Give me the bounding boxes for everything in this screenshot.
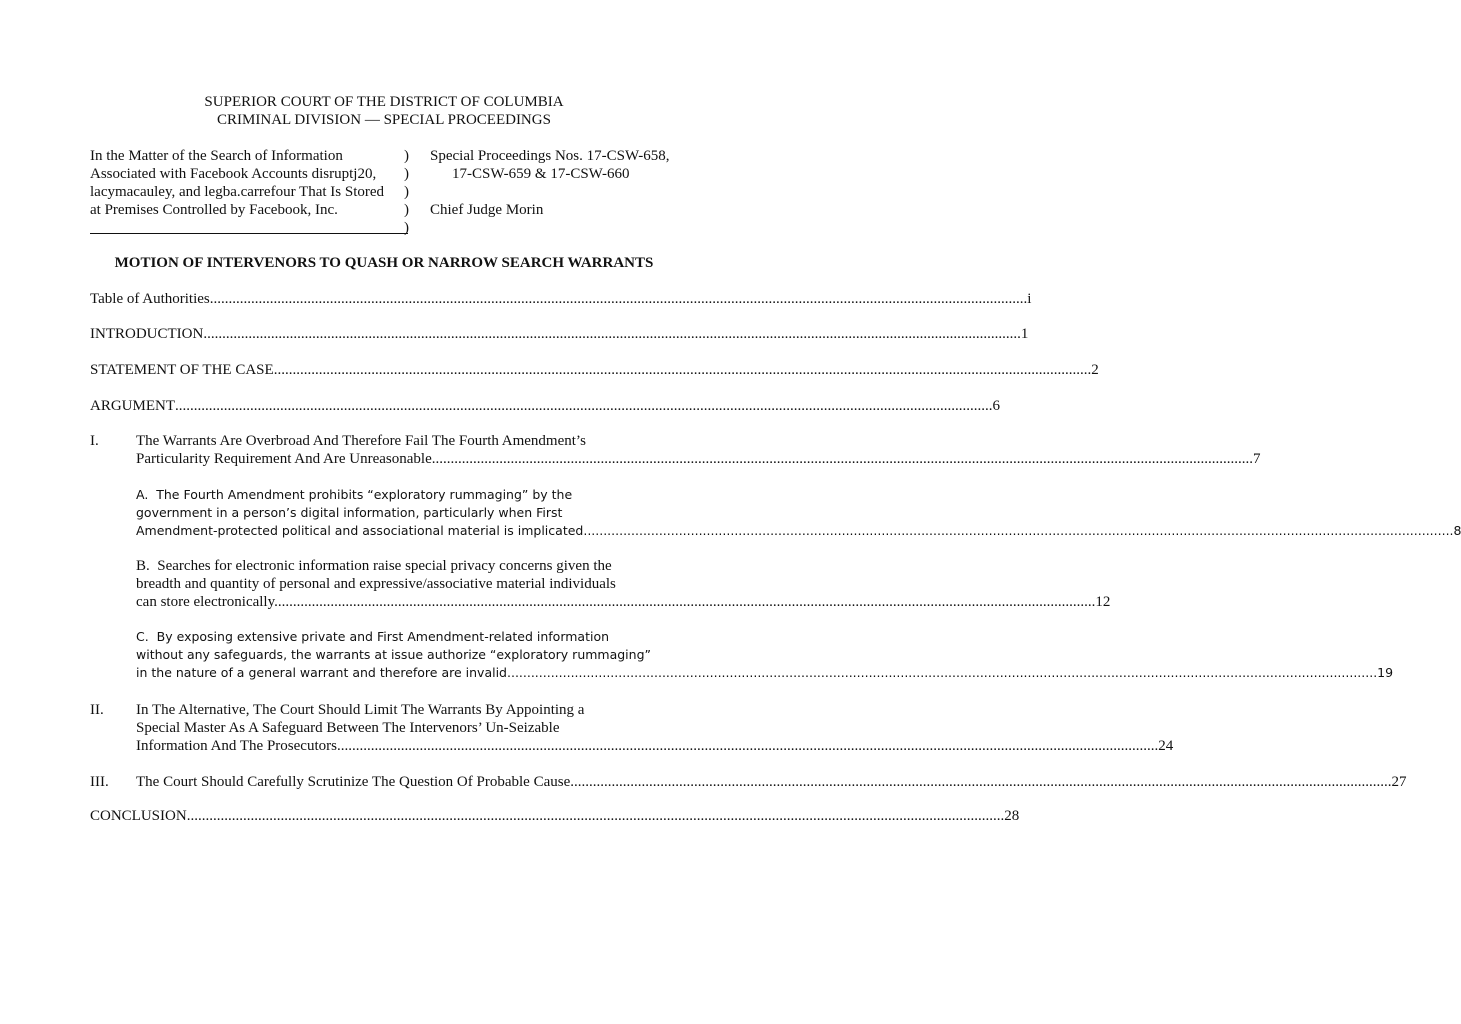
toc-entry-number: II. [90, 702, 104, 718]
caption-paren: ) [404, 184, 409, 200]
caption-matter [90, 147, 410, 219]
toc-page-number: 27 [1391, 774, 1407, 790]
proceedings-numbers-cont: 17-CSW-659 & 17-CSW-660 [452, 166, 630, 182]
toc-dot-leader: .......................................................................................................................................................................................................................... [510, 665, 1378, 680]
toc-entry [136, 628, 1394, 682]
court-name: SUPERIOR COURT OF THE DISTRICT OF COLUMBIA [204, 94, 564, 110]
toc-entry [136, 557, 1111, 611]
toc-entry-lastline [90, 325, 1029, 343]
presiding-judge: Chief Judge Morin [430, 202, 544, 218]
toc-entry-title: The Court Should Carefully Scrutinize The Question Of Probable Cause. [136, 774, 574, 790]
toc-entry [90, 807, 1020, 825]
toc-dot-leader: .......................................................................................................................................................................................................................... [573, 774, 1392, 790]
toc-entry-lastline [90, 361, 1099, 379]
caption-paren: ) [404, 148, 409, 164]
caption-matter-line: at Premises Controlled by Facebook, Inc. [90, 202, 338, 218]
toc-entry-line: In The Alternative, The Court Should Limit The Warrants By Appointing a [136, 702, 585, 718]
court-division: CRIMINAL DIVISION — SPECIAL PROCEEDINGS [217, 112, 551, 128]
caption-rule [90, 233, 408, 234]
caption-matter-line: lacymacauley, and legba.carrefour That Is Stored [90, 184, 385, 200]
caption-matter-line: In the Matter of the Search of Information [90, 148, 343, 164]
toc-entry-lastline [136, 593, 1111, 611]
toc-dot-leader: .......................................................................................................................................................................................................................... [587, 523, 1454, 538]
toc-dot-leader: .......................................................................................................................................................................................................................... [277, 594, 1096, 610]
toc-dot-leader: .......................................................................................................................................................................................................................... [340, 738, 1159, 754]
toc-entry-title: Table of Authorities [90, 291, 210, 307]
toc-dot-leader: .......................................................................................................................................................................................................................... [209, 291, 1028, 307]
toc-entry-lastline [90, 290, 1032, 308]
caption-paren: ) [404, 220, 409, 236]
toc-dot-leader: .......................................................................................................................................................................................................................... [186, 808, 1005, 824]
toc-entry-lastline [136, 737, 1174, 755]
toc-page-number: 8 [1453, 523, 1461, 538]
toc-page-number: 24 [1158, 738, 1174, 754]
caption-matter-line: Associated with Facebook Accounts disruptj20, [90, 166, 377, 182]
toc-entry-title: in the nature of a general warrant and therefore are invalid. [136, 665, 511, 680]
toc-entry [90, 290, 1032, 308]
toc-entry-line: B. Searches for electronic information raise special privacy concerns given the [136, 558, 612, 574]
toc-entry [90, 701, 1174, 755]
toc-entry-line: Special Master As A Safeguard Between The Intervenors’ Un-Seizable [136, 720, 560, 736]
toc-entry [90, 397, 1000, 415]
toc-entry-line: C. By exposing extensive private and First Amendment-related information [136, 629, 610, 644]
proceedings-numbers: Special Proceedings Nos. 17-CSW-658, [430, 148, 670, 164]
caption-proceedings [430, 147, 690, 219]
toc-entry-lastline [90, 397, 1000, 415]
toc-dot-leader: .......................................................................................................................................................................................................................... [203, 326, 1021, 342]
toc-entry [90, 361, 1099, 379]
toc-entry [90, 432, 1261, 468]
toc-entry-line: government in a person’s digital information, particularly when First [136, 505, 563, 520]
toc-entry-title: CONCLUSION [90, 808, 187, 824]
toc-entry-title: ARGUMENT [90, 398, 175, 414]
toc-page-number: 6 [992, 398, 1000, 414]
caption-paren: ) [404, 166, 409, 182]
toc-entry-title: Information And The Prosecutors. [136, 738, 341, 754]
toc-dot-leader: .......................................................................................................................................................................................................................... [273, 362, 1092, 378]
toc-entry [90, 325, 1029, 343]
toc-dot-leader: .......................................................................................................................................................................................................................... [435, 451, 1253, 467]
toc-page-number: 28 [1004, 808, 1020, 824]
toc-entry-title: STATEMENT OF THE CASE [90, 362, 274, 378]
toc-entry-lastline [136, 664, 1394, 682]
toc-entry-line: breadth and quantity of personal and expressive/associative material individuals [136, 576, 616, 592]
caption-parentheses [404, 147, 414, 237]
toc-page-number: 1 [1020, 326, 1029, 342]
toc-entry-line: A. The Fourth Amendment prohibits “exploratory rummaging” by the [136, 487, 573, 502]
toc-entry-lastline [136, 450, 1261, 468]
caption-paren: ) [404, 202, 409, 218]
toc-entry-number: III. [90, 774, 109, 790]
toc-page-number: 7 [1253, 451, 1261, 467]
toc-entry-title: INTRODUCTION [90, 326, 204, 342]
toc-entry-number: I. [90, 433, 99, 449]
toc-entry-lastline [136, 773, 1407, 791]
toc-entry-lastline [90, 807, 1020, 825]
toc-page-number: i [1027, 291, 1032, 307]
toc-entry-title: can store electronically. [136, 594, 278, 610]
toc-entry [136, 486, 1461, 540]
motion-title: MOTION OF INTERVENORS TO QUASH OR NARROW SEARCH WARRANTS [114, 255, 654, 271]
toc-entry-line: The Warrants Are Overbroad And Therefore Fail The Fourth Amendment’s [136, 433, 586, 449]
toc-page-number: 2 [1091, 362, 1099, 378]
toc-entry [90, 773, 1407, 791]
toc-entry-title: Amendment-protected political and associational material is implicated. [136, 523, 588, 538]
toc-entry-title: Particularity Requirement And Are Unreasonable. [136, 451, 436, 467]
toc-entry-line: without any safeguards, the warrants at issue authorize “exploratory rummaging” [136, 647, 651, 662]
toc-entry-lastline [136, 522, 1461, 540]
court-header [0, 93, 768, 129]
case-caption [90, 147, 690, 237]
toc-page-number: 12 [1095, 594, 1111, 610]
toc-page-number: 19 [1377, 665, 1394, 680]
toc-dot-leader: .......................................................................................................................................................................................................................... [175, 398, 993, 414]
